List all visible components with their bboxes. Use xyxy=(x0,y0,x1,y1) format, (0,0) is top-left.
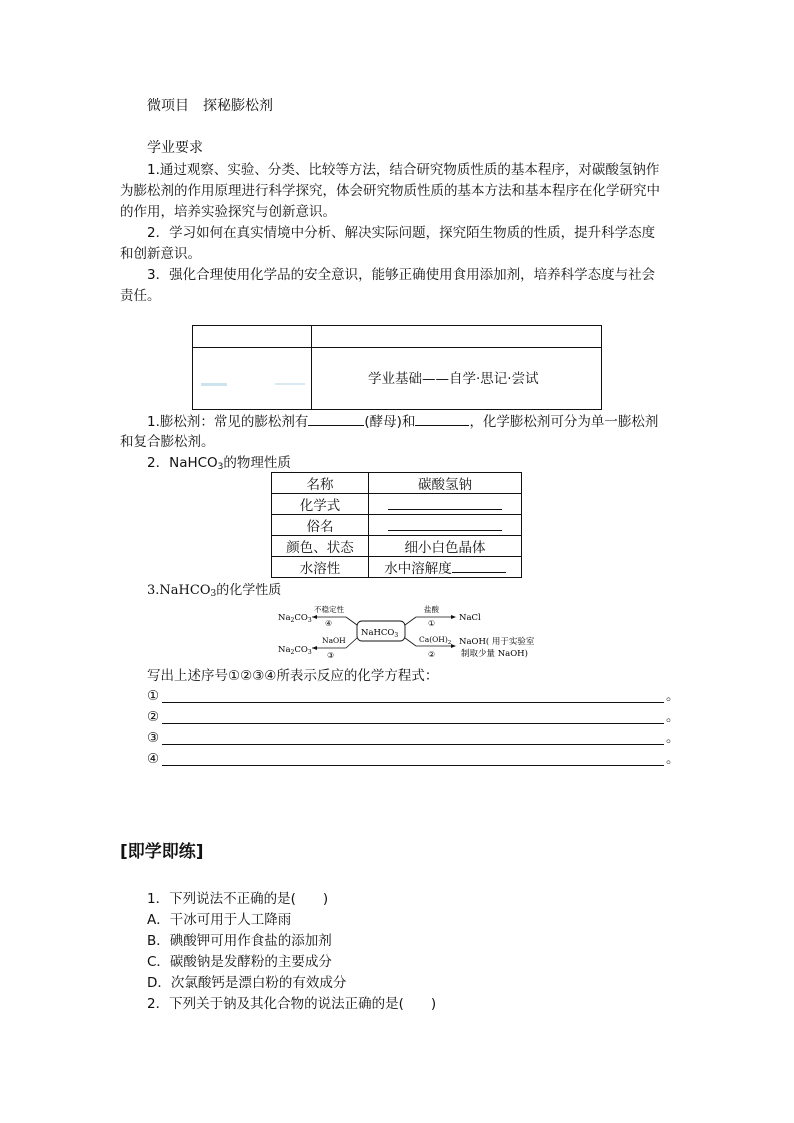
answer-label-3: ③ xyxy=(147,730,160,746)
banner-label: 学业基础——自学·思记·尝试 xyxy=(368,371,539,387)
section-banner xyxy=(192,325,602,410)
left-bottom-number: ③ xyxy=(327,651,335,660)
q1-line2: 和复合膨松剂。 xyxy=(120,434,215,450)
arrowhead xyxy=(312,615,317,619)
left-bottom-condition: NaOH xyxy=(322,636,346,645)
solubility-blank[interactable] xyxy=(452,558,506,573)
table-header-value: 碳酸氢钠 xyxy=(369,473,522,494)
q1-text-c: ，化学膨松剂可分为单一膨松剂 xyxy=(469,414,659,430)
req1-line2: 为膨松剂的作用原理进行科学探究，体会研究物质性质的基本方法和基本程序在化学研究中 xyxy=(120,183,660,199)
right-top-number: ① xyxy=(428,619,436,628)
arrowhead xyxy=(312,646,317,650)
q1-blank-2[interactable] xyxy=(415,411,469,426)
table-cell-value: 细小白色晶体 xyxy=(369,536,522,557)
table-header-name: 名称 xyxy=(272,473,369,494)
req2-line1: 2．学习如何在真实情境中分析、解决实际问题，探究陌生物质的性质，提升科学态度 xyxy=(147,225,656,241)
table-cell-blank[interactable] xyxy=(369,494,522,515)
left-top-product: $Na_2CO_3$ xyxy=(278,613,312,624)
table-row xyxy=(272,536,522,557)
right-bottom-product-2: 制取少量 NaOH) xyxy=(461,649,528,659)
banner-deco-1 xyxy=(201,383,227,386)
answer-line-1[interactable] xyxy=(162,702,664,703)
right-bottom-number: ② xyxy=(428,650,436,659)
table-cell-label: 俗名 xyxy=(272,515,369,536)
practice-q2: 2．下列关于钠及其化合物的说法正确的是( ) xyxy=(147,996,437,1012)
option-d: D．次氯酸钙是漂白粉的有效成分 xyxy=(147,975,347,991)
q1-text-a: 1.膨松剂：常见的膨松剂有 xyxy=(147,414,309,430)
common-name-blank[interactable] xyxy=(388,516,502,531)
req1-line3: 的作用，培养实验探究与创新意识。 xyxy=(120,204,336,220)
q2-title-end: 的物理性质 xyxy=(223,455,291,471)
table-row xyxy=(272,494,522,515)
table-row xyxy=(272,473,522,494)
answer-period-1: 。 xyxy=(666,688,680,704)
q1-line1 xyxy=(147,411,658,432)
section-title: 微项目 探秘膨松剂 xyxy=(147,98,273,114)
q3-title xyxy=(147,581,281,601)
banner-top-rule xyxy=(193,347,601,348)
answer-period-2: 。 xyxy=(666,709,680,725)
right-top-condition: 盐酸 xyxy=(424,605,439,614)
center-label: NaHCO$_3$ xyxy=(361,628,399,639)
left-bottom-product: $Na_2CO_3$ xyxy=(278,645,312,656)
left-top-number: ④ xyxy=(325,619,333,628)
option-a: A．干冰可用于人工降雨 xyxy=(147,912,292,928)
answer-period-4: 。 xyxy=(666,751,680,767)
option-c: C．碳酸钠是发酵粉的主要成分 xyxy=(147,954,332,970)
practice-heading: [即学即练] xyxy=(120,842,204,862)
q1-blank-1[interactable] xyxy=(308,411,364,426)
table-cell-value xyxy=(369,557,522,578)
table-row xyxy=(272,515,522,536)
reaction-diagram xyxy=(270,600,560,664)
practice-q1: 1．下列说法不正确的是( ) xyxy=(147,891,329,907)
req2-line2: 和创新意识。 xyxy=(120,246,201,262)
banner-divider xyxy=(311,326,312,409)
req3-line2: 责任。 xyxy=(120,288,161,304)
right-bottom-condition: $Ca(OH)_2$ xyxy=(419,635,452,646)
properties-table xyxy=(271,472,522,578)
q3-prompt: 写出上述序号①②③④所表示反应的化学方程式： xyxy=(147,668,439,684)
banner-deco-2 xyxy=(275,383,305,385)
q2-title xyxy=(147,453,291,473)
answer-label-2: ② xyxy=(147,709,160,725)
right-top-product: NaCl xyxy=(459,613,481,623)
table-cell-label: 化学式 xyxy=(272,494,369,515)
left-top-condition: 不稳定性 xyxy=(314,605,344,614)
q3-title-sub: 3 xyxy=(210,589,217,599)
answer-line-3[interactable] xyxy=(162,744,664,745)
answer-line-4[interactable] xyxy=(162,765,664,766)
answer-label-4: ④ xyxy=(147,751,160,767)
answer-period-3: 。 xyxy=(666,730,680,746)
req1-line1: 1.通过观察、实验、分类、比较等方法，结合研究物质性质的基本程序，对碳酸氢钠作 xyxy=(147,162,660,178)
q3-title-text: 3.NaHCO xyxy=(147,583,211,598)
formula-blank[interactable] xyxy=(388,495,502,510)
req3-line1: 3．强化合理使用化学品的安全意识，能够正确使用食用添加剂，培养科学态度与社会 xyxy=(147,267,656,283)
answer-line-2[interactable] xyxy=(162,723,664,724)
table-cell-label: 颜色、状态 xyxy=(272,536,369,557)
right-bottom-product-1: NaOH( 用于实验室 xyxy=(459,637,535,647)
table-cell-label: 水溶性 xyxy=(272,557,369,578)
q1-text-b: (酵母)和 xyxy=(364,414,416,430)
arrowhead xyxy=(451,615,456,619)
q2-title-text: 2．NaHCO xyxy=(147,455,218,471)
requirements-heading: 学业要求 xyxy=(147,140,203,156)
solubility-text: 水中溶解度 xyxy=(384,561,452,577)
option-b: B．碘酸钾可用作食盐的添加剂 xyxy=(147,933,332,949)
q2-title-sub: 3 xyxy=(217,462,224,472)
table-cell-blank[interactable] xyxy=(369,515,522,536)
answer-label-1: ① xyxy=(147,688,160,704)
q3-title-end: 的化学性质 xyxy=(216,583,282,598)
table-row xyxy=(272,557,522,578)
arrowhead xyxy=(451,644,456,648)
